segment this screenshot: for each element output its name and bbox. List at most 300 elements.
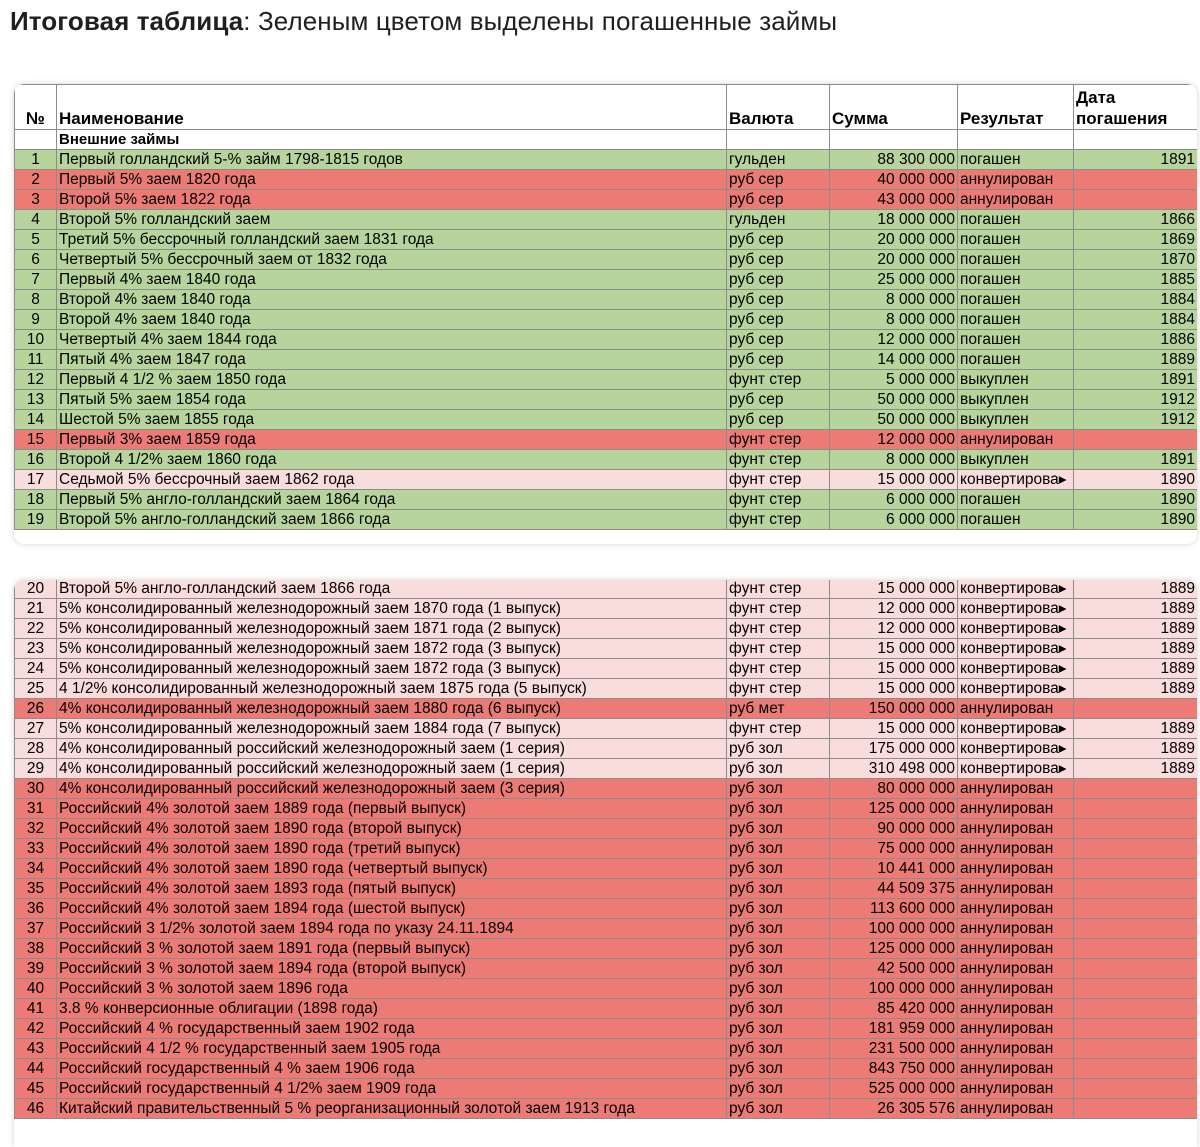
loan-name: Китайский правительственный 5 % реорганизационный золотой заем 1913 года — [57, 1099, 727, 1119]
loan-date — [1074, 799, 1198, 819]
loan-result: аннулирован — [958, 1059, 1074, 1079]
loan-currency: руб зол — [727, 919, 830, 939]
loan-currency: фунт стер — [727, 430, 830, 450]
loan-result: конвертирова▸ — [958, 639, 1074, 659]
table-row — [15, 679, 1198, 699]
loan-result: аннулирован — [958, 1019, 1074, 1039]
loan-date: 1884 — [1074, 310, 1198, 330]
loan-result: погашен — [958, 150, 1074, 170]
loan-result: погашен — [958, 250, 1074, 270]
loan-name: 4% консолидированный железнодорожный заем 1880 года (6 выпуск) — [57, 699, 727, 719]
row-number: 29 — [15, 759, 57, 779]
table-row — [15, 270, 1198, 290]
loan-name: 4% консолидированный российский железнодорожный заем (3 серия) — [57, 779, 727, 799]
row-number: 30 — [15, 779, 57, 799]
loan-name: 4% консолидированный российский железнодорожный заем (1 серия) — [57, 759, 727, 779]
row-number: 44 — [15, 1059, 57, 1079]
loan-amount: 15 000 000 — [830, 470, 958, 490]
loan-date — [1074, 1019, 1198, 1039]
row-number: 20 — [15, 580, 57, 599]
loan-name: 4 1/2% консолидированный железнодорожный заем 1875 года (5 выпуск) — [57, 679, 727, 699]
loan-name: Первый 4% заем 1840 года — [57, 270, 727, 290]
loan-amount: 15 000 000 — [830, 639, 958, 659]
loan-currency: руб сер — [727, 250, 830, 270]
table-row — [15, 599, 1198, 619]
loan-result: погашен — [958, 290, 1074, 310]
loan-amount: 100 000 000 — [830, 979, 958, 999]
loan-date: 1869 — [1074, 230, 1198, 250]
loans-table-top — [14, 84, 1197, 530]
row-number: 46 — [15, 1099, 57, 1119]
loan-amount: 80 000 000 — [830, 779, 958, 799]
loan-currency: руб сер — [727, 290, 830, 310]
row-number: 1 — [15, 150, 57, 170]
loan-date: 1885 — [1074, 270, 1198, 290]
loan-currency: фунт стер — [727, 599, 830, 619]
loan-amount: 310 498 000 — [830, 759, 958, 779]
loan-name: Российский 4 1/2 % государственный заем 1905 года — [57, 1039, 727, 1059]
loan-name: 5% консолидированный железнодорожный заем 1872 года (3 выпуск) — [57, 639, 727, 659]
table-row — [15, 510, 1198, 530]
loan-name: Российский 4% золотой заем 1890 года (четвертый выпуск) — [57, 859, 727, 879]
row-number: 23 — [15, 639, 57, 659]
loan-result: аннулирован — [958, 859, 1074, 879]
loan-date — [1074, 959, 1198, 979]
loan-amount: 12 000 000 — [830, 330, 958, 350]
loan-currency: фунт стер — [727, 510, 830, 530]
loan-result: погашен — [958, 350, 1074, 370]
loan-amount: 40 000 000 — [830, 170, 958, 190]
loan-amount: 10 441 000 — [830, 859, 958, 879]
loan-date — [1074, 779, 1198, 799]
table-header-row — [15, 85, 1198, 130]
loan-result: выкуплен — [958, 370, 1074, 390]
loan-name: Российский 3 % золотой заем 1891 года (первый выпуск) — [57, 939, 727, 959]
header-result: Результат — [958, 85, 1074, 130]
heading-bold: Итоговая таблица — [10, 6, 244, 36]
loan-result: аннулирован — [958, 959, 1074, 979]
loan-date: 1890 — [1074, 490, 1198, 510]
loan-result: аннулирован — [958, 170, 1074, 190]
table-row — [15, 390, 1198, 410]
page-heading — [10, 6, 837, 37]
loan-amount: 15 000 000 — [830, 679, 958, 699]
row-number: 39 — [15, 959, 57, 979]
loan-currency: руб зол — [727, 799, 830, 819]
loan-currency: фунт стер — [727, 719, 830, 739]
loan-name: Второй 5% англо-голландский заем 1866 года — [57, 510, 727, 530]
loan-currency: руб зол — [727, 899, 830, 919]
loan-date: 1889 — [1074, 659, 1198, 679]
loan-amount: 42 500 000 — [830, 959, 958, 979]
table-row — [15, 639, 1198, 659]
loan-result: выкуплен — [958, 450, 1074, 470]
loan-result: выкуплен — [958, 390, 1074, 410]
table-row — [15, 699, 1198, 719]
loan-amount: 8 000 000 — [830, 310, 958, 330]
loan-name: Первый голландский 5-% займ 1798-1815 годов — [57, 150, 727, 170]
table-row — [15, 230, 1198, 250]
table-row — [15, 450, 1198, 470]
row-number: 6 — [15, 250, 57, 270]
table-row — [15, 1019, 1198, 1039]
loan-name: 5% консолидированный железнодорожный заем 1884 года (7 выпуск) — [57, 719, 727, 739]
loan-date: 1891 — [1074, 370, 1198, 390]
loan-result: конвертирова▸ — [958, 470, 1074, 490]
loan-amount: 25 000 000 — [830, 270, 958, 290]
loan-currency: руб сер — [727, 190, 830, 210]
loan-currency: руб зол — [727, 939, 830, 959]
row-number: 13 — [15, 390, 57, 410]
loan-date: 1889 — [1074, 619, 1198, 639]
loan-name: Российский 4 % государственный заем 1902 года — [57, 1019, 727, 1039]
loan-result: погашен — [958, 270, 1074, 290]
row-number: 14 — [15, 410, 57, 430]
loan-name: Второй 4% заем 1840 года — [57, 290, 727, 310]
row-number: 37 — [15, 919, 57, 939]
loan-date — [1074, 170, 1198, 190]
loan-amount: 843 750 000 — [830, 1059, 958, 1079]
table-row — [15, 410, 1198, 430]
row-number: 42 — [15, 1019, 57, 1039]
table-row — [15, 999, 1198, 1019]
loan-name: Российский 3 % золотой заем 1894 года (второй выпуск) — [57, 959, 727, 979]
table-row — [15, 1079, 1198, 1099]
loan-currency: руб зол — [727, 779, 830, 799]
loan-date — [1074, 1039, 1198, 1059]
table-row — [15, 959, 1198, 979]
loan-date — [1074, 430, 1198, 450]
loan-currency: руб зол — [727, 979, 830, 999]
loan-currency: руб зол — [727, 1059, 830, 1079]
loan-amount: 26 305 576 — [830, 1099, 958, 1119]
table-row — [15, 719, 1198, 739]
table-row — [15, 430, 1198, 450]
loan-name: Пятый 5% заем 1854 года — [57, 390, 727, 410]
loan-date: 1866 — [1074, 210, 1198, 230]
loan-name: Третий 5% бессрочный голландский заем 1831 года — [57, 230, 727, 250]
loan-amount: 50 000 000 — [830, 410, 958, 430]
row-number: 12 — [15, 370, 57, 390]
loan-amount: 100 000 000 — [830, 919, 958, 939]
table-row — [15, 819, 1198, 839]
heading-rest: : Зеленым цветом выделены погашенные займы — [243, 6, 838, 36]
table-row — [15, 879, 1198, 899]
loan-currency: руб зол — [727, 879, 830, 899]
loan-date: 1870 — [1074, 250, 1198, 270]
loan-date — [1074, 1059, 1198, 1079]
loan-currency: руб сер — [727, 410, 830, 430]
loan-amount: 12 000 000 — [830, 619, 958, 639]
loan-currency: руб сер — [727, 350, 830, 370]
loan-currency: руб зол — [727, 1019, 830, 1039]
loan-amount: 90 000 000 — [830, 819, 958, 839]
loan-amount: 18 000 000 — [830, 210, 958, 230]
table-row — [15, 979, 1198, 999]
row-number: 28 — [15, 739, 57, 759]
loan-name: Седьмой 5% бессрочный заем 1862 года — [57, 470, 727, 490]
loan-result: аннулирован — [958, 190, 1074, 210]
row-number: 5 — [15, 230, 57, 250]
row-number: 16 — [15, 450, 57, 470]
row-number: 35 — [15, 879, 57, 899]
loan-currency: руб сер — [727, 270, 830, 290]
loan-date — [1074, 859, 1198, 879]
loan-date: 1912 — [1074, 390, 1198, 410]
table-row — [15, 919, 1198, 939]
table-row — [15, 150, 1198, 170]
loan-name: Российский 4% золотой заем 1890 года (второй выпуск) — [57, 819, 727, 839]
loan-currency: фунт стер — [727, 370, 830, 390]
loan-result: конвертирова▸ — [958, 599, 1074, 619]
row-number: 40 — [15, 979, 57, 999]
loan-amount: 125 000 000 — [830, 939, 958, 959]
loan-currency: руб зол — [727, 739, 830, 759]
loan-currency: руб зол — [727, 1099, 830, 1119]
table-row — [15, 1099, 1198, 1119]
row-number: 2 — [15, 170, 57, 190]
loan-currency: руб зол — [727, 839, 830, 859]
loan-name: Пятый 4% заем 1847 года — [57, 350, 727, 370]
header-date: Дата погашения — [1074, 85, 1198, 130]
loan-name: 5% консолидированный железнодорожный заем 1870 года (1 выпуск) — [57, 599, 727, 619]
table-row — [15, 619, 1198, 639]
table-row — [15, 1059, 1198, 1079]
loan-result: аннулирован — [958, 1039, 1074, 1059]
loan-currency: руб зол — [727, 999, 830, 1019]
loan-amount: 75 000 000 — [830, 839, 958, 859]
loan-amount: 15 000 000 — [830, 659, 958, 679]
loan-name: Второй 5% голландский заем — [57, 210, 727, 230]
loan-result: конвертирова▸ — [958, 739, 1074, 759]
loan-currency: руб зол — [727, 1039, 830, 1059]
table-row — [15, 580, 1198, 599]
row-number: 34 — [15, 859, 57, 879]
loan-amount: 44 509 375 — [830, 879, 958, 899]
table-row — [15, 779, 1198, 799]
loan-name: Первый 4 1/2 % заем 1850 года — [57, 370, 727, 390]
loan-name: Второй 5% заем 1822 года — [57, 190, 727, 210]
row-number: 32 — [15, 819, 57, 839]
loan-amount: 15 000 000 — [830, 719, 958, 739]
loan-result: конвертирова▸ — [958, 759, 1074, 779]
table-row — [15, 759, 1198, 779]
loan-currency: гульден — [727, 210, 830, 230]
loan-amount: 231 500 000 — [830, 1039, 958, 1059]
header-num: № — [15, 85, 57, 130]
loan-name: Российский государственный 4 % заем 1906 года — [57, 1059, 727, 1079]
loan-amount: 8 000 000 — [830, 450, 958, 470]
loan-name: Российский 4% золотой заем 1894 года (шестой выпуск) — [57, 899, 727, 919]
loan-result: аннулирован — [958, 779, 1074, 799]
loan-amount: 20 000 000 — [830, 250, 958, 270]
loan-amount: 15 000 000 — [830, 580, 958, 599]
loan-name: Первый 5% англо-голландский заем 1864 года — [57, 490, 727, 510]
loan-result: аннулирован — [958, 899, 1074, 919]
loan-name: Российский 4% золотой заем 1889 года (первый выпуск) — [57, 799, 727, 819]
loan-result: погашен — [958, 230, 1074, 250]
loan-date: 1891 — [1074, 150, 1198, 170]
loan-currency: руб зол — [727, 759, 830, 779]
loan-result: погашен — [958, 330, 1074, 350]
loan-currency: фунт стер — [727, 470, 830, 490]
row-number: 10 — [15, 330, 57, 350]
row-number: 11 — [15, 350, 57, 370]
loan-name: 5% консолидированный железнодорожный заем 1872 года (3 выпуск) — [57, 659, 727, 679]
loan-amount: 6 000 000 — [830, 490, 958, 510]
row-number: 43 — [15, 1039, 57, 1059]
loan-result: аннулирован — [958, 839, 1074, 859]
row-number: 19 — [15, 510, 57, 530]
row-number: 15 — [15, 430, 57, 450]
loan-date — [1074, 1079, 1198, 1099]
loan-result: конвертирова▸ — [958, 619, 1074, 639]
loan-result: погашен — [958, 490, 1074, 510]
row-number: 33 — [15, 839, 57, 859]
loan-result: конвертирова▸ — [958, 659, 1074, 679]
section-label: Внешние займы — [57, 130, 727, 150]
loan-amount: 5 000 000 — [830, 370, 958, 390]
loan-result: конвертирова▸ — [958, 679, 1074, 699]
loan-date: 1889 — [1074, 580, 1198, 599]
loan-currency: руб зол — [727, 959, 830, 979]
loan-date: 1890 — [1074, 510, 1198, 530]
row-number: 27 — [15, 719, 57, 739]
loan-result: аннулирован — [958, 979, 1074, 999]
loan-date — [1074, 999, 1198, 1019]
loan-result: выкуплен — [958, 410, 1074, 430]
row-number: 4 — [15, 210, 57, 230]
loan-date — [1074, 1099, 1198, 1119]
loan-name: 3.8 % конверсионные облигации (1898 года) — [57, 999, 727, 1019]
loan-date: 1890 — [1074, 470, 1198, 490]
loan-result: конвертирова▸ — [958, 719, 1074, 739]
loan-name: Четвертый 4% заем 1844 года — [57, 330, 727, 350]
loan-result: аннулирован — [958, 1099, 1074, 1119]
loan-result: аннулирован — [958, 819, 1074, 839]
loan-result: аннулирован — [958, 699, 1074, 719]
loan-date: 1886 — [1074, 330, 1198, 350]
table-row — [15, 330, 1198, 350]
loan-name: Российский 3 % золотой заем 1896 года — [57, 979, 727, 999]
loans-table-bottom — [14, 580, 1197, 1119]
table-card-top — [14, 84, 1197, 544]
table-card-bottom — [14, 580, 1197, 1147]
loan-name: Российский 4% золотой заем 1893 года (пятый выпуск) — [57, 879, 727, 899]
table-row — [15, 899, 1198, 919]
loan-date — [1074, 699, 1198, 719]
loan-currency: руб зол — [727, 1079, 830, 1099]
loan-currency: фунт стер — [727, 490, 830, 510]
loan-currency: руб сер — [727, 310, 830, 330]
loan-date: 1884 — [1074, 290, 1198, 310]
loan-amount: 8 000 000 — [830, 290, 958, 310]
table-row — [15, 310, 1198, 330]
loan-currency: гульден — [727, 150, 830, 170]
loan-date — [1074, 939, 1198, 959]
row-number: 25 — [15, 679, 57, 699]
section-row — [15, 130, 1198, 150]
row-number: 7 — [15, 270, 57, 290]
loan-name: Первый 3% заем 1859 года — [57, 430, 727, 450]
loan-result: конвертирова▸ — [958, 580, 1074, 599]
loan-date — [1074, 190, 1198, 210]
loan-amount: 525 000 000 — [830, 1079, 958, 1099]
loan-date — [1074, 919, 1198, 939]
loan-date: 1889 — [1074, 599, 1198, 619]
loan-currency: фунт стер — [727, 639, 830, 659]
table-row — [15, 490, 1198, 510]
table-row — [15, 799, 1198, 819]
row-number: 24 — [15, 659, 57, 679]
loan-date: 1891 — [1074, 450, 1198, 470]
table-row — [15, 1039, 1198, 1059]
loan-date — [1074, 979, 1198, 999]
table-row — [15, 739, 1198, 759]
loan-date — [1074, 839, 1198, 859]
loan-date: 1889 — [1074, 679, 1198, 699]
loan-currency: руб зол — [727, 819, 830, 839]
row-number: 9 — [15, 310, 57, 330]
loan-result: аннулирован — [958, 879, 1074, 899]
loan-amount: 50 000 000 — [830, 390, 958, 410]
loan-currency: руб сер — [727, 330, 830, 350]
loan-amount: 88 300 000 — [830, 150, 958, 170]
loan-name: Российский 3 1/2% золотой заем 1894 года по указу 24.11.1894 — [57, 919, 727, 939]
table-row — [15, 290, 1198, 310]
row-number: 22 — [15, 619, 57, 639]
loan-name: 5% консолидированный железнодорожный заем 1871 года (2 выпуск) — [57, 619, 727, 639]
loan-result: аннулирован — [958, 799, 1074, 819]
loan-result: погашен — [958, 310, 1074, 330]
loan-result: аннулирован — [958, 430, 1074, 450]
loan-currency: руб сер — [727, 390, 830, 410]
loan-result: погашен — [958, 210, 1074, 230]
loan-date: 1889 — [1074, 639, 1198, 659]
loan-amount: 43 000 000 — [830, 190, 958, 210]
row-number: 18 — [15, 490, 57, 510]
table-row — [15, 350, 1198, 370]
loan-amount: 6 000 000 — [830, 510, 958, 530]
row-number: 17 — [15, 470, 57, 490]
loan-result: аннулирован — [958, 999, 1074, 1019]
loan-date: 1889 — [1074, 759, 1198, 779]
row-number: 45 — [15, 1079, 57, 1099]
table-row — [15, 210, 1198, 230]
loan-currency: фунт стер — [727, 619, 830, 639]
loan-date — [1074, 819, 1198, 839]
loan-name: Четвертый 5% бессрочный заем от 1832 года — [57, 250, 727, 270]
loan-date: 1889 — [1074, 739, 1198, 759]
loan-currency: фунт стер — [727, 450, 830, 470]
loan-currency: фунт стер — [727, 659, 830, 679]
table-row — [15, 250, 1198, 270]
loan-currency: руб сер — [727, 230, 830, 250]
loan-amount: 20 000 000 — [830, 230, 958, 250]
loan-result: аннулирован — [958, 919, 1074, 939]
row-number: 38 — [15, 939, 57, 959]
row-number: 31 — [15, 799, 57, 819]
loan-currency: руб зол — [727, 859, 830, 879]
loan-currency: руб мет — [727, 699, 830, 719]
loan-amount: 85 420 000 — [830, 999, 958, 1019]
table-row — [15, 939, 1198, 959]
loan-result: аннулирован — [958, 939, 1074, 959]
row-number: 8 — [15, 290, 57, 310]
loan-amount: 125 000 000 — [830, 799, 958, 819]
table-row — [15, 659, 1198, 679]
loan-name: Второй 5% англо-голландский заем 1866 года — [57, 580, 727, 599]
